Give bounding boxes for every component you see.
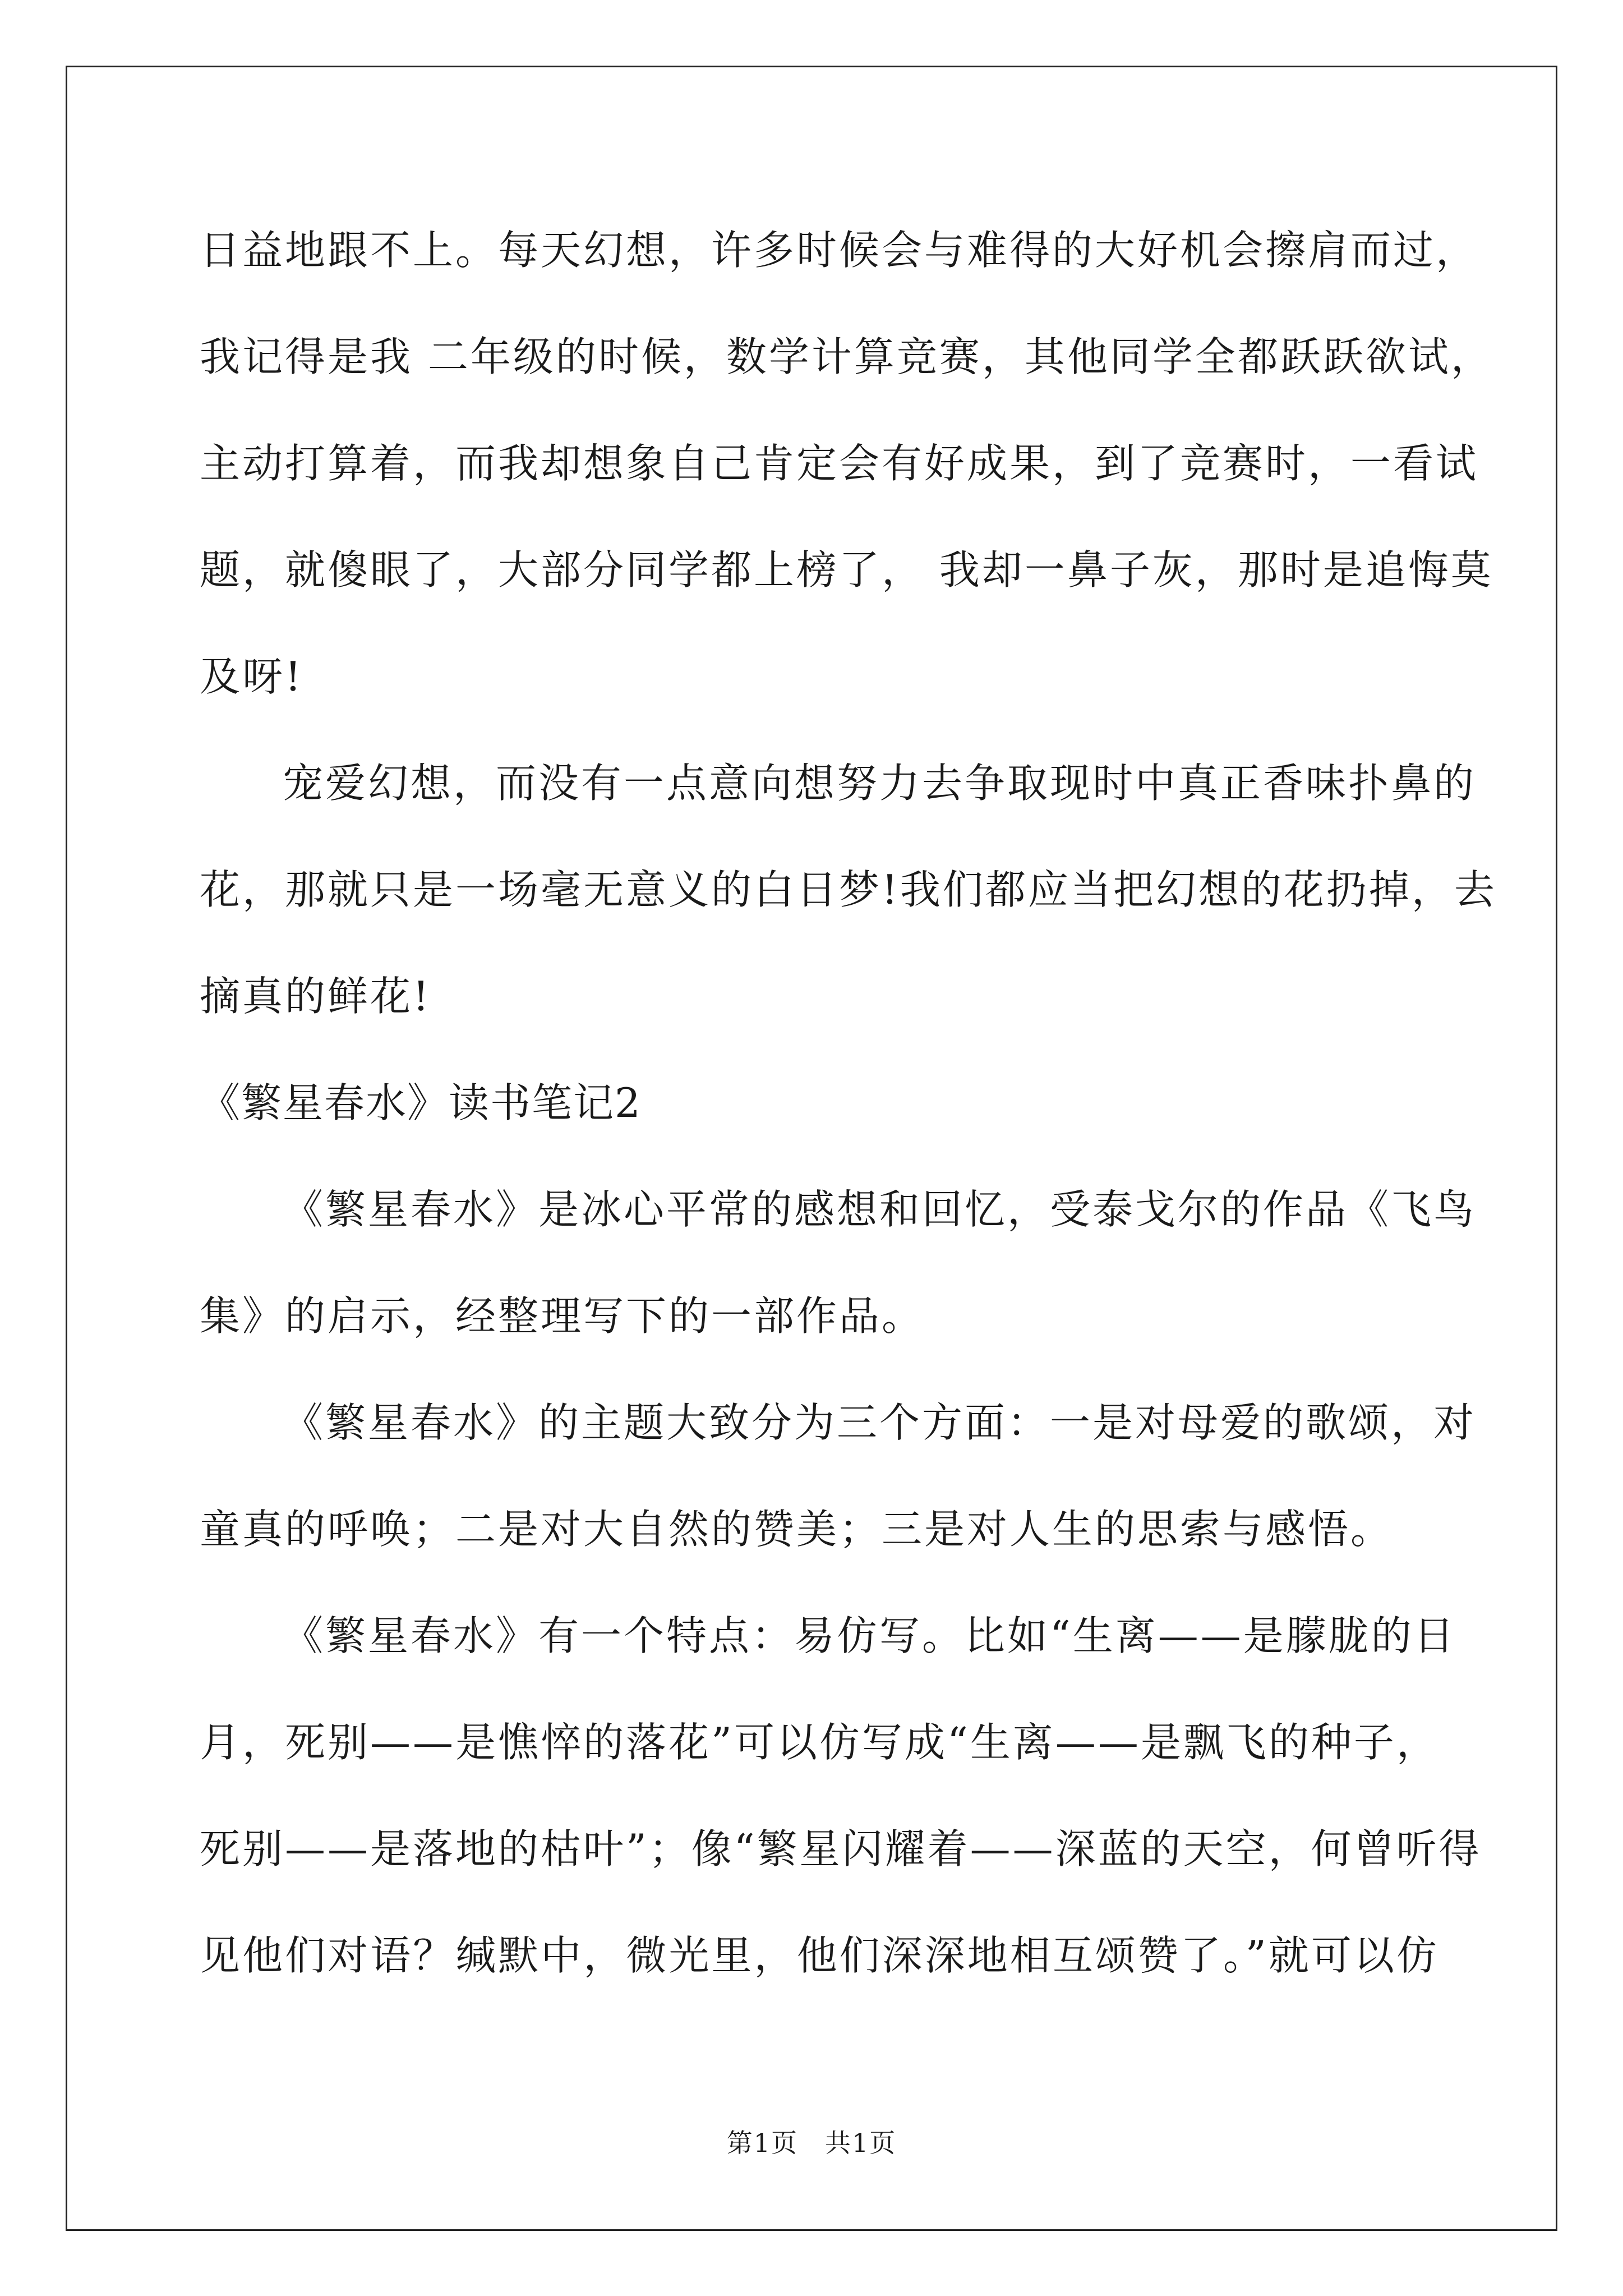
page-border: [66, 66, 1557, 2231]
text-line: 见他们对语？缄默中，微光里，他们深深地相互颂赞了。”就可以仿: [200, 1932, 1439, 1979]
text-line: 《繁星春水》是冰心平常的感想和回忆，受泰戈尔的作品《飞鸟: [283, 1186, 1477, 1233]
text-line: 童真的呼唤；二是对大自然的赞美；三是对人生的思索与感悟。: [200, 1506, 1394, 1553]
text-line: 《繁星春水》的主题大致分为三个方面：一是对母爱的歌颂，对: [283, 1399, 1477, 1446]
text-line: 摘真的鲜花!: [200, 973, 431, 1020]
text-line: 《繁星春水》有一个特点：易仿写。比如“生离——是朦胧的日: [283, 1612, 1456, 1659]
text-line: 日益地跟不上。每天幻想，许多时候会与难得的大好机会擦肩而过，: [200, 227, 1479, 274]
page-number: 第1页 共1页: [726, 2128, 897, 2158]
text-line: 题，就傻眼了，大部分同学都上榜了， 我却一鼻子灰，那时是追悔莫: [200, 546, 1493, 593]
text-line: 宠爱幻想，而没有一点意向想努力去争取现时中真正香味扑鼻的: [283, 760, 1477, 807]
text-line: 死别——是落地的枯叶”；像“繁星闪耀着——深蓝的天空，何曾听得: [200, 1825, 1482, 1872]
text-line: 花，那就只是一场毫无意义的白日梦!我们都应当把幻想的花扔掉，去: [200, 866, 1497, 913]
section-heading: 《繁星春水》读书笔记2: [200, 1079, 642, 1126]
text-line: 月，死别——是憔悴的落花”可以仿写成“生离——是飘飞的种子，: [200, 1719, 1439, 1766]
text-line: 集》的启示，经整理写下的一部作品。: [200, 1292, 925, 1340]
text-line: 我记得是我 二年级的时候，数学计算竞赛，其他同学全都跃跃欲试，: [200, 333, 1493, 380]
text-line: 及呀!: [200, 653, 303, 700]
text-line: 主动打算着，而我却想象自己肯定会有好成果，到了竞赛时，一看试: [200, 440, 1479, 487]
